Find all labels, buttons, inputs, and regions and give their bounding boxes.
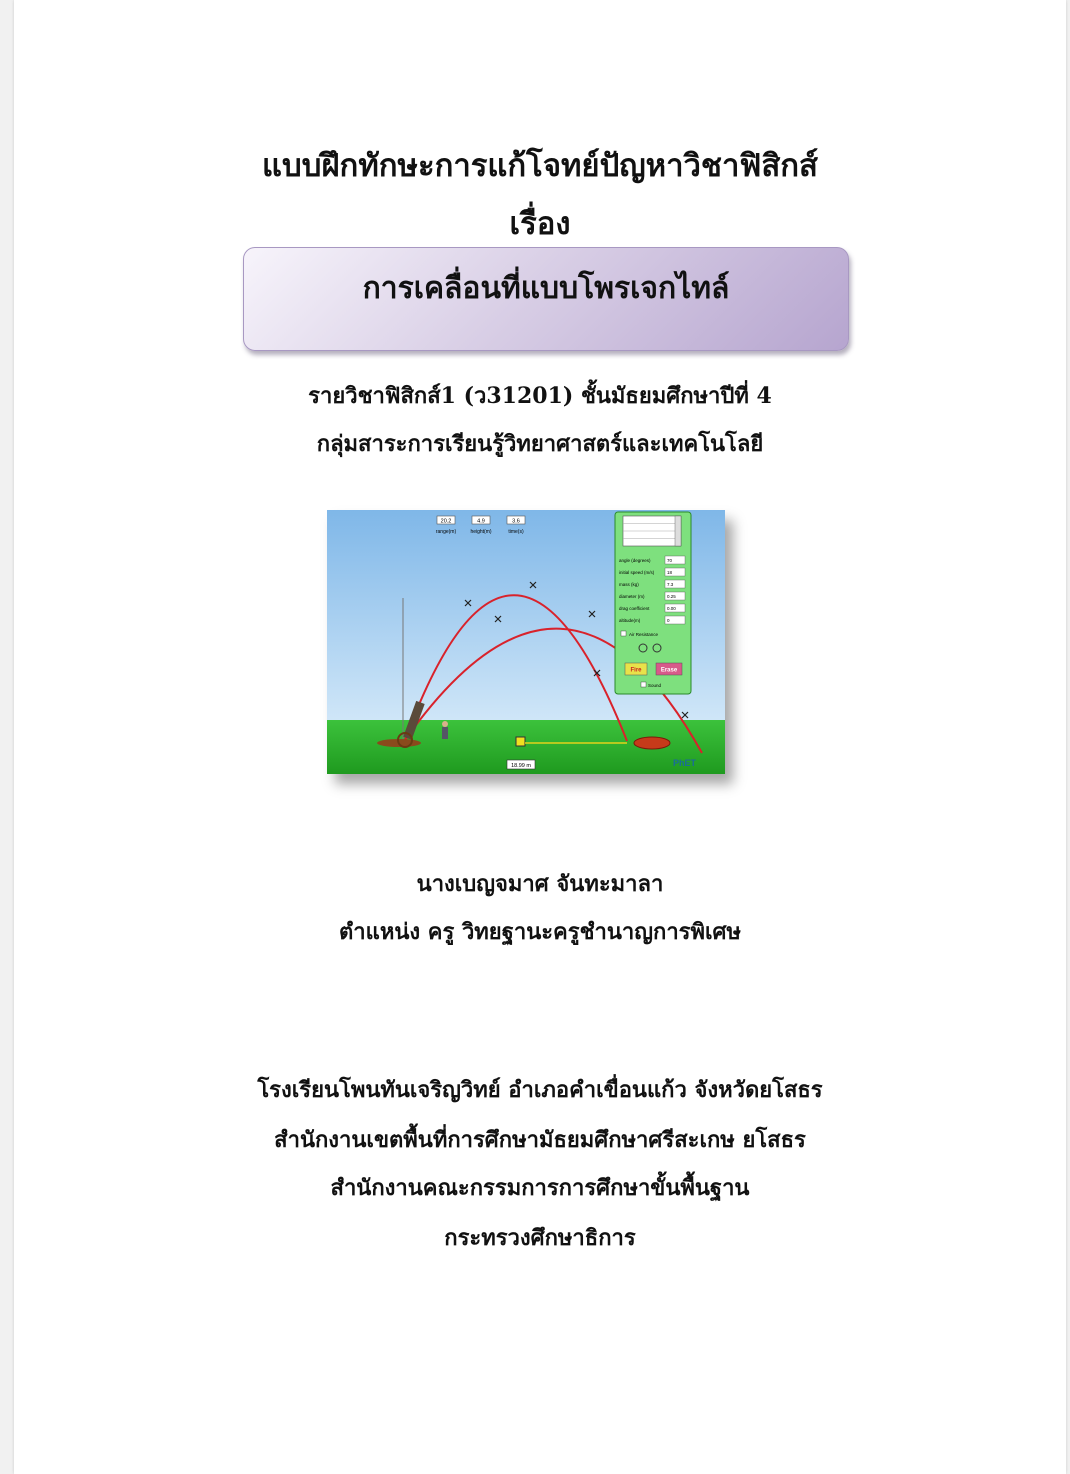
svg-text:angle (degrees): angle (degrees) [619,558,651,563]
svg-text:height(m): height(m) [470,529,492,535]
projectile-selector [623,516,681,546]
district-office: สำนักงานเขตพื้นที่การศึกษามัธยมศึกษาศรีสะเกษ ยโสธร [274,1127,806,1153]
svg-text:Erase: Erase [660,667,678,674]
erase-button [656,663,682,675]
svg-text:7.3: 7.3 [667,582,674,587]
svg-text:diameter (m): diameter (m) [619,594,645,599]
fire-button [625,663,647,675]
target-box [516,737,525,746]
course-line: รายวิชาฟิสิกส์1 (ว31201) ชั้นมัธยมศึกษาปีที่ 4 [308,383,772,409]
author-name: นางเบญจมาศ จันทะมาลา [416,871,664,897]
author-position: ตำแหน่ง ครู วิทยฐานะครูชำนาญการพิเศษ [339,919,741,945]
svg-text:0.25: 0.25 [667,594,676,599]
svg-text:70: 70 [667,558,673,563]
svg-text:initial speed (m/s): initial speed (m/s) [619,570,655,575]
school-name: โรงเรียนโพนทันเจริญวิทย์ อำเภอคำเขื่อนแก้ว จังหวัดยโสธร [257,1077,823,1103]
title-subject-word: เรื่อง [509,206,571,242]
svg-text:0: 0 [667,618,670,623]
control-panel [615,512,691,694]
svg-text:18: 18 [667,570,673,575]
svg-text:Fire: Fire [630,667,642,674]
learning-area-line: กลุ่มสาระการเรียนรู้วิทยาศาสตร์และเทคโนโลยี [316,431,764,457]
projectile-simulation-image [327,510,725,774]
document-page [14,0,1066,1474]
commission-office: สำนักงานคณะกรรมการการศึกษาขั้นพื้นฐาน [330,1175,750,1201]
svg-text:Air Resistance: Air Resistance [629,632,659,637]
svg-text:20.2: 20.2 [440,518,452,525]
svg-text:0.00: 0.00 [667,606,676,611]
sound-checkbox [641,682,662,688]
topic-title: การเคลื่อนที่แบบโพรเจกไทล์ [362,270,730,306]
svg-text:3.6: 3.6 [512,518,520,525]
svg-text:4.9: 4.9 [477,518,485,525]
svg-text:time(s): time(s) [508,529,524,535]
person-figure [442,721,448,739]
landing-target [634,737,670,749]
document-title: แบบฝึกทักษะการแก้โจทย์ปัญหาวิชาฟิสิกส์ [262,148,818,184]
svg-text:range(m): range(m) [435,529,457,535]
svg-text:Sound: Sound [648,683,662,688]
topic-banner [243,247,849,351]
tape-label: 18.99 m [511,763,531,769]
ministry-name: กระทรวงศึกษาธิการ [444,1225,636,1251]
svg-text:mass (kg): mass (kg) [619,582,639,587]
svg-text:altitude(m): altitude(m) [619,618,641,623]
svg-text:drag coefficient: drag coefficient [619,606,650,611]
phet-logo: PhET [673,758,697,768]
